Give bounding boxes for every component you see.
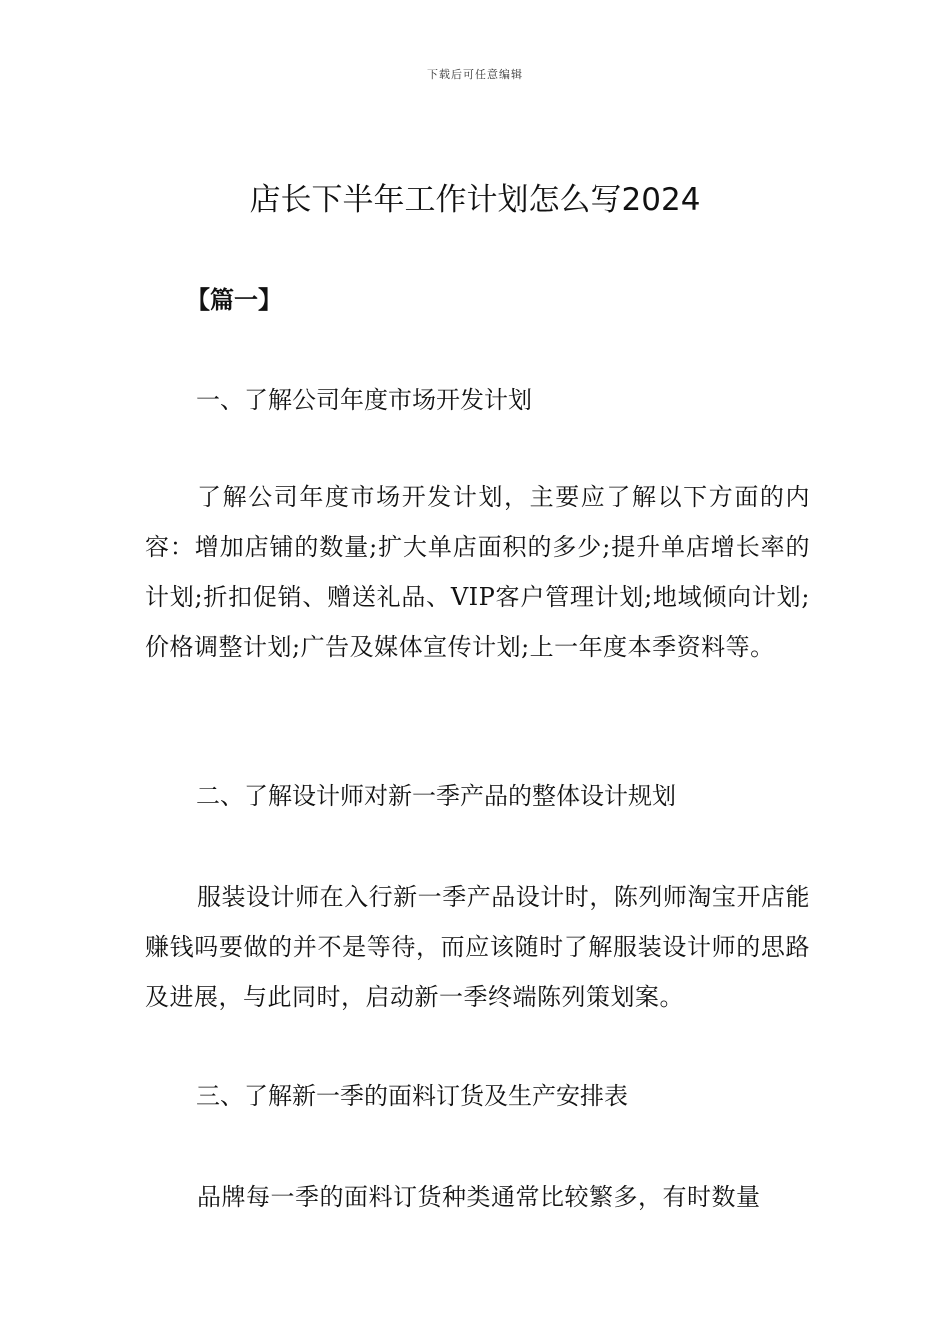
header-note: 下载后可任意编辑 (427, 68, 523, 81)
section-heading-2: 二、了解设计师对新一季产品的整体设计规划 (196, 782, 676, 810)
section-paragraph-2: 服装设计师在入行新一季产品设计时，陈列师淘宝开店能赚钱吗要做的并不是等待，而应该随时了解服装设计师的思路及进展，与此同时，启动新一季终端陈列策划案。 (145, 883, 810, 1011)
section-heading-1: 一、了解公司年度市场开发计划 (196, 386, 532, 414)
document-title: 店长下半年工作计划怎么写2024 (249, 182, 701, 218)
section-paragraph-3: 品牌每一季的面料订货种类通常比较繁多，有时数量 (197, 1183, 761, 1211)
section-heading-3: 三、了解新一季的面料订货及生产安排表 (196, 1082, 628, 1110)
section-label: 【篇一】 (186, 286, 282, 314)
section-paragraph-1: 了解公司年度市场开发计划，主要应了解以下方面的内容：增加店铺的数量;扩大单店面积的多少;提升单店增长率的计划;折扣促销、赠送礼品、VIP客户管理计划;地域倾向计划;价格调整计划;广告及媒体宣传计划;上一年度本季资料等。 (145, 483, 810, 661)
